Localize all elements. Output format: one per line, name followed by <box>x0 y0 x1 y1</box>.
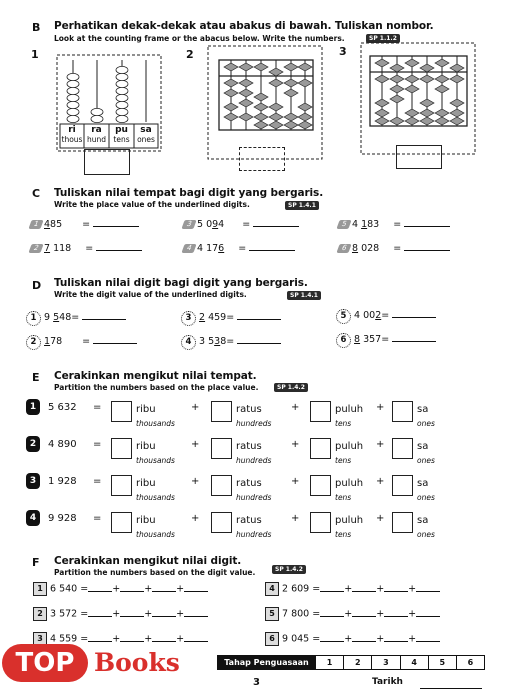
section-e-subtitle: Partition the numbers based on the place value. <box>54 383 259 392</box>
answer-blank[interactable] <box>320 616 344 617</box>
section-d-letter: D <box>32 279 42 292</box>
item-number: 2 <box>26 335 41 350</box>
answer-blank[interactable] <box>416 616 440 617</box>
answer-blank[interactable] <box>384 591 408 592</box>
place-value-item: 4 4 176 = <box>183 243 295 254</box>
section-b-title: Perhatikan dekak-dekak atau abakus di bawah. Tuliskan nombor. <box>54 20 434 32</box>
place-label: puluh tens <box>335 441 364 465</box>
answer-box[interactable] <box>84 149 130 175</box>
digit-partition-item: 1 6 540 = + + + <box>33 582 208 596</box>
place-label: sa ones <box>417 404 435 428</box>
question-number: 1 <box>31 48 39 61</box>
place-value-item: 5 4 183 = <box>338 219 450 230</box>
section-c-title: Tuliskan nilai tempat bagi digit yang bergaris. <box>54 187 324 199</box>
frame-label-sub: ones <box>137 135 155 144</box>
frame-label: pu <box>115 125 128 135</box>
answer-blank[interactable] <box>392 317 436 318</box>
frame-labels <box>60 125 158 145</box>
plus: + <box>191 513 200 524</box>
equals: = <box>93 513 102 524</box>
place-value-item: 2 7 118 = <box>30 243 142 254</box>
answer-blank[interactable] <box>253 226 299 227</box>
plus: + <box>376 402 385 413</box>
answer-blank[interactable] <box>352 616 376 617</box>
answer-blank[interactable] <box>88 616 112 617</box>
level-cell[interactable]: 3 <box>371 656 399 669</box>
section-d-subtitle: Write the digit value of the underlined digits. <box>54 290 247 299</box>
digit-value-item: 3 2 459= <box>181 311 281 326</box>
item-number: 5 <box>336 220 351 229</box>
answer-blank[interactable] <box>93 343 137 344</box>
plus: + <box>291 513 300 524</box>
frame-label: ri <box>68 125 76 135</box>
digit-partition-item: 4 2 609 = + + + <box>265 582 440 596</box>
answer-blank[interactable] <box>416 591 440 592</box>
date-blank[interactable] <box>420 688 482 689</box>
answer-box[interactable] <box>211 401 232 422</box>
place-label: sa ones <box>417 478 435 502</box>
equals: = <box>93 439 102 450</box>
place-label: ribu thousands <box>136 441 175 465</box>
mastery-label: Tahap Penguasaan <box>218 656 315 669</box>
answer-blank[interactable] <box>120 591 144 592</box>
place-label: sa ones <box>417 441 435 465</box>
answer-box[interactable] <box>396 145 442 169</box>
answer-blank[interactable] <box>416 641 440 642</box>
plus: + <box>291 476 300 487</box>
answer-box[interactable] <box>392 475 413 496</box>
answer-blank[interactable] <box>404 250 450 251</box>
level-cell[interactable]: 1 <box>315 656 343 669</box>
answer-box[interactable] <box>310 401 331 422</box>
answer-blank[interactable] <box>82 319 126 320</box>
place-label: puluh tens <box>335 478 364 502</box>
answer-blank[interactable] <box>184 616 208 617</box>
item-number: 3 <box>26 473 40 489</box>
logo-books: Books <box>94 648 180 677</box>
mastery-level-bar <box>217 655 485 670</box>
section-f-letter: F <box>32 556 40 569</box>
sp-badge: SP 1.4.1 <box>287 291 321 300</box>
answer-blank[interactable] <box>320 641 344 642</box>
item-number: 2 <box>33 607 47 621</box>
answer-blank[interactable] <box>237 319 281 320</box>
abacus <box>207 45 323 160</box>
answer-box[interactable] <box>392 512 413 533</box>
section-b-letter: B <box>32 21 41 34</box>
place-value-item: 1 485 = <box>30 219 139 230</box>
item-number: 3 <box>33 632 47 646</box>
place-value-item: 3 5 094 = <box>183 219 299 230</box>
sp-badge: SP 1.4.1 <box>285 201 319 210</box>
place-label: ribu thousands <box>136 478 175 502</box>
place-label: puluh tens <box>335 404 364 428</box>
plus: + <box>191 476 200 487</box>
answer-blank[interactable] <box>152 591 176 592</box>
answer-blank[interactable] <box>96 250 142 251</box>
digit-partition-item: 5 7 800 = + + + <box>265 607 440 621</box>
sp-badge: SP 1.1.2 <box>366 34 400 43</box>
place-label: ratus hundreds <box>236 478 272 502</box>
item-number: 2 <box>28 244 43 253</box>
item-number: 4 <box>265 582 279 596</box>
plus: + <box>291 439 300 450</box>
answer-box[interactable] <box>111 512 132 533</box>
plus: + <box>291 402 300 413</box>
answer-box[interactable] <box>239 147 285 171</box>
answer-box[interactable] <box>211 512 232 533</box>
item-number: 1 <box>26 399 40 415</box>
section-e-title: Cerakinkan mengikut nilai tempat. <box>54 370 257 382</box>
level-cell[interactable]: 4 <box>400 656 428 669</box>
answer-blank[interactable] <box>152 616 176 617</box>
answer-box[interactable] <box>310 475 331 496</box>
item-number: 1 <box>26 311 41 326</box>
answer-blank[interactable] <box>352 591 376 592</box>
item-number: 3 <box>181 220 196 229</box>
section-b-subtitle: Look at the counting frame or the abacus below. Write the numbers. <box>54 34 345 43</box>
digit-value-item: 6 8 357= <box>336 333 436 348</box>
frame-label: sa <box>140 125 152 135</box>
answer-box[interactable] <box>392 438 413 459</box>
answer-box[interactable] <box>310 438 331 459</box>
digit-partition-item: 6 9 045 = + + + <box>265 632 440 646</box>
level-cell[interactable]: 6 <box>456 656 484 669</box>
answer-blank[interactable] <box>384 641 408 642</box>
answer-blank[interactable] <box>93 226 139 227</box>
section-c-subtitle: Write the place value of the underlined digits. <box>54 200 250 209</box>
section-c-letter: C <box>32 187 41 200</box>
sp-badge: SP 1.4.2 <box>272 565 306 574</box>
place-label: ratus hundreds <box>236 515 272 539</box>
equals: = <box>93 402 102 413</box>
number: 4 890 <box>48 439 77 450</box>
answer-box[interactable] <box>111 475 132 496</box>
level-cell[interactable]: 5 <box>428 656 456 669</box>
number: 5 632 <box>48 402 77 413</box>
item-number: 6 <box>336 244 351 253</box>
answer-box[interactable] <box>111 438 132 459</box>
item-number: 6 <box>265 632 279 646</box>
frame-label-sub: thous <box>61 135 83 144</box>
answer-blank[interactable] <box>320 591 344 592</box>
frame-label: ra <box>91 125 102 135</box>
answer-blank[interactable] <box>88 591 112 592</box>
item-number: 1 <box>33 582 47 596</box>
question-number: 2 <box>186 48 194 61</box>
answer-blank[interactable] <box>392 341 436 342</box>
plus: + <box>191 402 200 413</box>
frame-label-sub: hund <box>86 135 107 144</box>
place-label: ribu thousands <box>136 404 175 428</box>
answer-box[interactable] <box>310 512 331 533</box>
plus: + <box>376 513 385 524</box>
plus: + <box>191 439 200 450</box>
answer-blank[interactable] <box>120 616 144 617</box>
equals: = <box>93 476 102 487</box>
place-label: ratus hundreds <box>236 404 272 428</box>
answer-box[interactable] <box>211 475 232 496</box>
section-f-title: Cerakinkan mengikut nilai digit. <box>54 555 242 567</box>
place-label: ribu thousands <box>136 515 175 539</box>
number: 9 928 <box>48 513 77 524</box>
plus: + <box>376 439 385 450</box>
answer-blank[interactable] <box>384 616 408 617</box>
section-f-subtitle: Partition the numbers based on the digit value. <box>54 568 256 577</box>
item-number: 5 <box>265 607 279 621</box>
digit-value-item: 2 178 = <box>26 335 137 350</box>
number: 1 928 <box>48 476 77 487</box>
item-number: 4 <box>181 244 196 253</box>
place-label: puluh tens <box>335 515 364 539</box>
logo-top: TOP <box>2 644 88 682</box>
item-number: 3 <box>181 311 196 326</box>
page-number: 3 <box>253 677 260 688</box>
answer-box[interactable] <box>211 438 232 459</box>
level-cell[interactable]: 2 <box>343 656 371 669</box>
answer-box[interactable] <box>392 401 413 422</box>
answer-blank[interactable] <box>184 591 208 592</box>
frame-label-sub: tens <box>113 135 130 144</box>
question-number: 3 <box>339 45 347 58</box>
sp-badge: SP 1.4.2 <box>274 383 308 392</box>
item-number: 5 <box>336 309 351 324</box>
item-number: 2 <box>26 436 40 452</box>
answer-blank[interactable] <box>404 226 450 227</box>
topbooks-logo <box>0 642 196 684</box>
item-number: 1 <box>28 220 43 229</box>
answer-box[interactable] <box>111 401 132 422</box>
section-e-letter: E <box>32 371 40 384</box>
digit-partition-item: 2 3 572 = + + + <box>33 607 208 621</box>
answer-blank[interactable] <box>352 641 376 642</box>
digit-partition-item: 3 4 559 = + + + <box>33 632 208 646</box>
digit-value-item: 4 3 538= <box>181 335 281 350</box>
abacus <box>360 42 476 155</box>
plus: + <box>376 476 385 487</box>
digit-value-item: 5 4 002= <box>336 309 436 324</box>
place-label: sa ones <box>417 515 435 539</box>
answer-blank[interactable] <box>249 250 295 251</box>
section-d-title: Tuliskan nilai digit bagi digit yang bergaris. <box>54 277 308 289</box>
digit-value-item: 1 9 548= <box>26 311 126 326</box>
item-number: 4 <box>26 510 40 526</box>
item-number: 4 <box>181 335 196 350</box>
answer-blank[interactable] <box>237 343 281 344</box>
place-label: ratus hundreds <box>236 441 272 465</box>
date-label: Tarikh <box>372 677 403 687</box>
place-value-item: 6 8 028 = <box>338 243 450 254</box>
item-number: 6 <box>336 333 351 348</box>
